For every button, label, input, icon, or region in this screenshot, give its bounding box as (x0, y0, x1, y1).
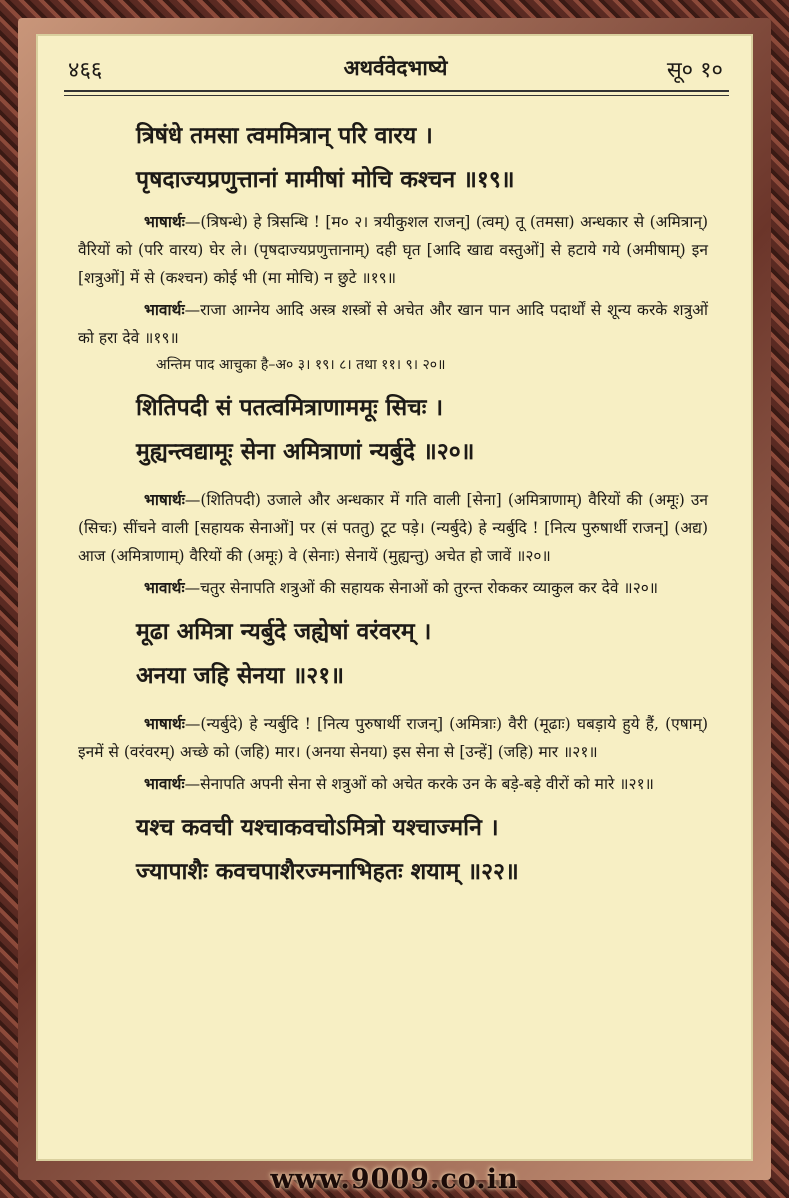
mantra-line: यश्च कवची यश्चाकवचोऽमित्रो यश्चाज्मनि । (136, 814, 499, 841)
bhashartha-paragraph (78, 208, 708, 292)
mantra (78, 114, 708, 202)
mantra (78, 610, 708, 698)
reference-note: अन्तिम पाद आचुका है–अ० ३। १९। ८। तथा ११। ९। २०॥ (156, 357, 446, 373)
bhashartha-text: —(न्यर्बुदे) हे न्यर्बुदि ! [नित्य पुरुषार्थी राजन्] (अमित्राः) वैरी (मूढाः) घबड़ाये हुये हैं, (एषाम्) इनमें से (वरंवरम्) अच्छे को (जहि) मार। (अनया सेनया) इस सेना से [उन्हें] (जहि) मार ॥२१॥ (78, 715, 708, 761)
bhashartha-text: —(त्रिषन्धे) हे त्रिसन्धि ! [म० २। त्रयीकुशल राजन्] (त्वम्) तू (तमसा) अन्धकार से (अमित्रान्) वैरियों को (परि वारय) घेर ले। (पृषदाज्यप्रणुत्तानाम्) दही घृत [आदि खाद्य वस्तुओं] से हटाये गये (अमीषाम्) इन [शत्रुओं] में से (कश्चन) कोई भी (मा मोचि) न छुटे ॥१९॥ (78, 213, 708, 287)
page-header (68, 48, 723, 88)
bhashartha-label: भाषार्थः (144, 490, 185, 509)
mantra-line: अनया जहि सेनया ॥२१॥ (136, 662, 344, 689)
bhashartha-label: भाषार्थः (144, 714, 185, 733)
bhavartha-paragraph (78, 574, 708, 602)
header-rule (64, 90, 729, 92)
verse-block-21 (78, 610, 708, 798)
sukta-number: सू० १० (666, 58, 723, 83)
website-watermark[interactable]: www.9009.co.in (270, 1164, 519, 1195)
bhashartha-label: भाषार्थः (144, 212, 185, 231)
mantra (78, 386, 708, 474)
mantra-line: मूढा अमित्रा न्यर्बुदे जह्येषां वरंवरम् । (136, 618, 432, 645)
mantra-line: मुह्यन्त्वद्यामूः सेना अमित्राणां न्यर्बुदे ॥२०॥ (136, 438, 475, 465)
verse-block-20 (78, 386, 708, 602)
bhavartha-label: भावार्थः (144, 300, 185, 319)
bhashartha-text: —(शितिपदी) उजाले और अन्धकार में गति वाली [सेना] (अमित्राणाम्) वैरियों की (अमूः) उन (सिचः) सींचने वाली [सहायक सेनाओं] पर (सं पततु) टूट पड़े। (न्यर्बुदे) हे न्यर्बुदि ! [नित्य पुरुषार्थी राजन्] (अद्य) आज (अमित्राणाम्) वैरियों की (अमूः) वे (सेनाः) सेनायें (मुह्यन्तु) अचेत हो जावें ॥२०॥ (78, 491, 708, 565)
verse-block-19 (78, 114, 708, 378)
bhavartha-label: भावार्थः (144, 578, 185, 597)
book-page (36, 34, 753, 1161)
bhashartha-paragraph (78, 710, 708, 766)
bhavartha-text: —राजा आग्नेय आदि अस्त्र शस्त्रों से अचेत और खान पान आदि पदार्थों से शून्य करके शत्रुओं को हरा देवे ॥१९॥ (78, 301, 708, 347)
mantra-line: ज्यापाशैः कवचपाशैरज्मनाभिहतः शयाम् ॥२२॥ (136, 858, 519, 885)
page-content (78, 106, 708, 900)
bhavartha-text: —चतुर सेनापति शत्रुओं की सहायक सेनाओं को तुरन्त रोककर व्याकुल कर देवे ॥२०॥ (184, 579, 659, 597)
bhavartha-text: —सेनापति अपनी सेना से शत्रुओं को अचेत करके उन के बड़े-बड़े वीरों को मारे ॥२१॥ (184, 775, 654, 793)
bhavartha-label: भावार्थः (144, 774, 185, 793)
bhavartha-paragraph (78, 770, 708, 798)
footer-bar (0, 1162, 789, 1198)
mantra-line: पृषदाज्यप्रणुत्तानां मामीषां मोचि कश्चन ॥१९॥ (136, 166, 515, 193)
bhashartha-paragraph (78, 486, 708, 570)
bhavartha-paragraph (78, 296, 708, 352)
mantra-line: शितिपदी सं पतत्वमित्राणाममूः सिचः । (136, 394, 444, 421)
page-number: ४६६ (68, 58, 103, 83)
mantra-line: त्रिषंधे तमसा त्वममित्रान् परि वारय । (136, 122, 433, 149)
header-rule-thin (64, 95, 729, 96)
mantra-22 (78, 806, 708, 894)
book-title: अथर्ववेदभाष्ये (343, 55, 448, 80)
